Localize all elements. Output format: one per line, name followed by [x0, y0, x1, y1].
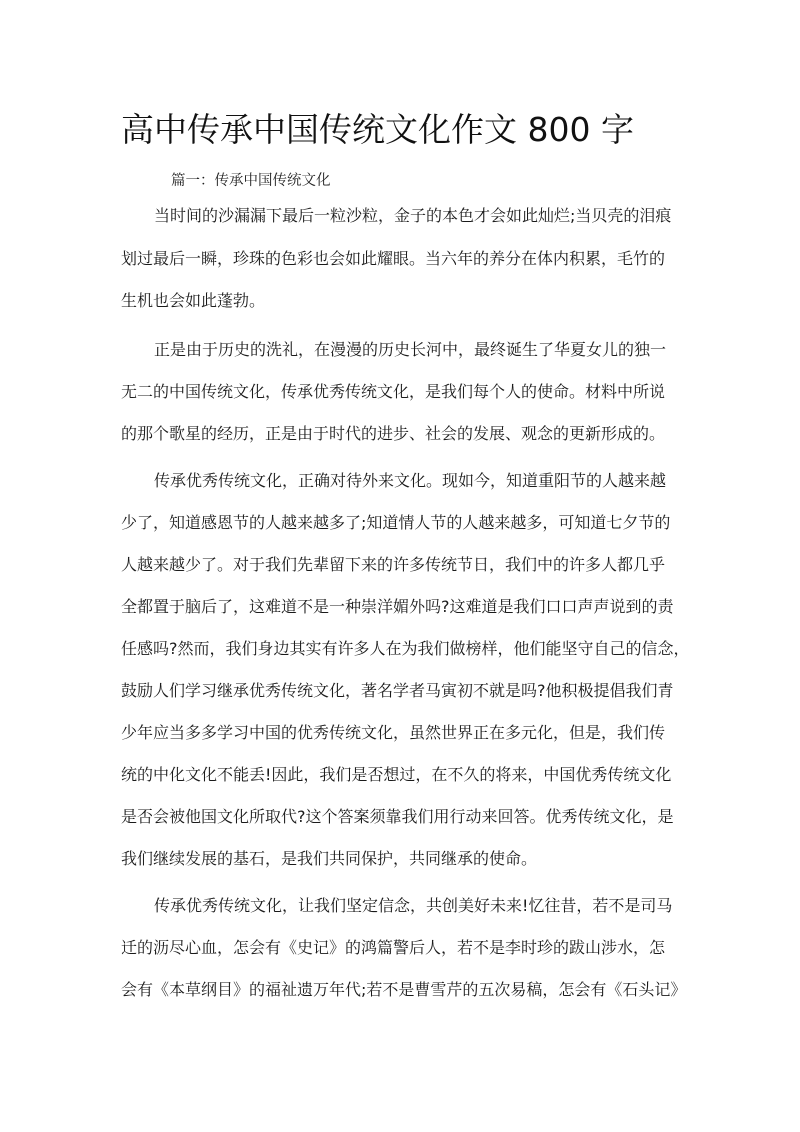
document-title: 高中传承中国传统文化作文 800 字 [121, 110, 634, 149]
text-line: 我们继续发展的基石，是我们共同保护，共同继承的使命。 [121, 849, 538, 868]
text-line: 无二的中国传统文化，传承优秀传统文化，是我们每个人的使命。材料中所说 [121, 382, 666, 401]
text-line: 少年应当多多学习中国的优秀传统文化，虽然世界正在多元化，但是，我们传 [121, 723, 666, 742]
text-line: 划过最后一瞬，珍珠的色彩也会如此耀眼。当六年的养分在体内积累，毛竹的 [121, 249, 666, 268]
text-line: 传承优秀传统文化，让我们坚定信念，共创美好未来!忆往昔，若不是司马 [154, 896, 673, 915]
text-line: 鼓励人们学习继承优秀传统文化，著名学者马寅初不就是吗?他积极提倡我们青 [121, 681, 674, 700]
text-line: 是否会被他国文化所取代?这个答案须靠我们用行动来回答。优秀传统文化，是 [121, 807, 674, 826]
text-line: 生机也会如此蓬勃。 [121, 291, 266, 310]
text-line: 全都置于脑后了，这难道不是一种崇洋媚外吗?这难道是我们口口声声说到的责 [121, 597, 674, 616]
text-line: 人越来越少了。对于我们先辈留下来的许多传统节日，我们中的许多人都几乎 [121, 555, 666, 574]
section-subtitle: 篇一：传承中国传统文化 [171, 173, 331, 189]
text-line: 传承优秀传统文化，正确对待外来文化。现如今，知道重阳节的人越来越 [154, 471, 667, 490]
text-line: 会有《本草纲目》的福祉遗万年代;若不是曹雪芹的五次易稿，怎会有《石头记》 [121, 980, 687, 999]
text-line: 的那个歌星的经历，正是由于时代的进步、社会的发展、观念的更新形成的。 [121, 424, 666, 443]
text-line: 统的中化文化不能丢!因此，我们是否想过，在不久的将来，中国优秀传统文化 [121, 765, 672, 784]
text-line: 迁的沥尽心血，怎会有《史记》的鸿篇警后人，若不是李时珍的跋山涉水，怎 [121, 938, 666, 957]
text-line: 少了，知道感恩节的人越来越多了;知道情人节的人越来越多，可知道七夕节的 [121, 513, 671, 532]
text-line: 当时间的沙漏漏下最后一粒沙粒，金子的本色才会如此灿烂;当贝壳的泪痕 [154, 206, 672, 225]
text-line: 正是由于历史的洗礼，在漫漫的历史长河中，最终诞生了华夏女儿的独一 [154, 340, 667, 359]
text-line: 任感吗?然而，我们身边其实有许多人在为我们做榜样，他们能坚守自己的信念， [121, 639, 690, 658]
